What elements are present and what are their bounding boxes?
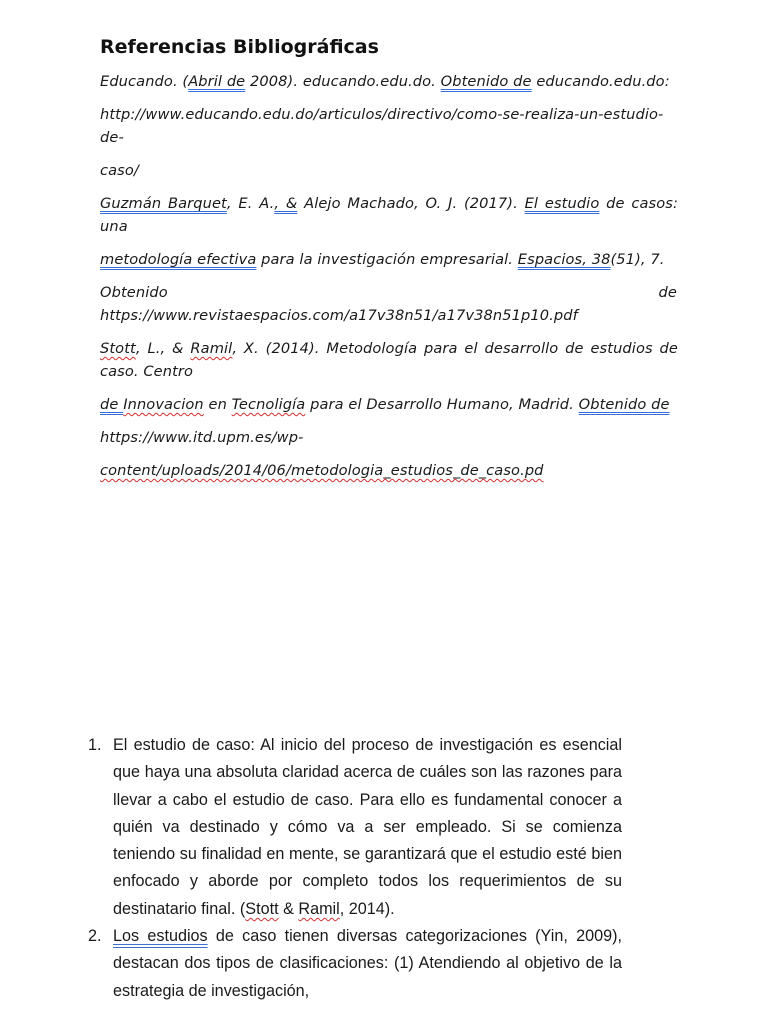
list-number: 2. xyxy=(88,927,102,946)
reference-stott xyxy=(100,337,678,383)
ref-underlined: Obtenido de xyxy=(440,73,532,90)
ref-text: Obtenido de xyxy=(100,284,677,301)
ref-author: Ramil xyxy=(190,340,233,357)
reference-guzman xyxy=(100,192,678,238)
reference-educando-tail: caso/ xyxy=(100,162,139,179)
reference-stott-2 xyxy=(100,393,678,416)
ref-underlined: , & xyxy=(274,195,298,212)
list-author: Ramil xyxy=(298,899,340,918)
ref-text: de xyxy=(100,396,124,413)
ref-underlined: Innovacion xyxy=(123,396,204,413)
ref-text: Educando. ( xyxy=(100,73,189,90)
ref-text: , E. A. xyxy=(226,195,275,212)
references-heading: Referencias Bibliográficas xyxy=(100,36,379,58)
list-text: de caso tienen diversas categorizaciones (Yin, 2009), destacan dos tipos de clasificaciones: (1) Atendiendo al objetivo de la estrategia de investigación, xyxy=(113,927,622,1000)
ref-text: en xyxy=(203,396,232,413)
ref-text: Alejo Machado, O. J. (2017). xyxy=(297,195,525,212)
ref-underlined: metodología efectiva xyxy=(100,251,257,268)
list-underlined: Los estudios xyxy=(113,927,208,946)
list-text: & xyxy=(278,899,299,918)
ref-text: (51), 7. xyxy=(610,251,665,268)
ref-text: para la investigación empresarial. xyxy=(256,251,518,268)
list-number: 1. xyxy=(88,736,102,754)
reference-educando xyxy=(100,70,678,93)
list-text: El estudio de caso: Al inicio del proceso de investigación es esencial que haya una absoluta claridad acerca de cuáles son las razones para llevar a cabo el estudio de caso. Para ello es fundamental conocer a quién va destinado y cómo va a ser empleado. Si se comienza teniendo su finalidad en mente, se garantizará que el estudio esté bien enfocado y aborde por completo todos los requerimientos de su destinatario final. ( xyxy=(113,736,622,918)
ref-url[interactable]: https://www.revistaespacios.com/a17v38n51/a17v38n51p10.pdf xyxy=(100,307,578,324)
ref-underlined: Abril de xyxy=(188,73,246,90)
list-text: , 2014). xyxy=(339,899,395,918)
ref-text: , X. (2014). Metodología para el desarrollo de estudios de caso. Centro xyxy=(100,340,678,380)
ref-underlined: Obtenido de xyxy=(578,396,670,413)
reference-stott-url-2[interactable]: content/uploads/2014/06/metodologia_estudios_de_caso.pd xyxy=(100,462,544,479)
reference-educando-url[interactable]: http://www.educando.edu.do/articulos/directivo/como-se-realiza-un-estudio-de- xyxy=(100,106,664,146)
ref-author: Guzmán Barquet xyxy=(100,195,227,212)
ref-author: Stott xyxy=(100,340,136,357)
list-item xyxy=(88,732,622,923)
ref-underlined: Tecnoligía xyxy=(231,396,306,413)
ref-text: , L., & xyxy=(135,340,191,357)
reference-guzman-2 xyxy=(100,248,678,271)
reference-guzman-url xyxy=(100,281,678,327)
ref-text: para el Desarrollo Humano, Madrid. xyxy=(305,396,579,413)
reference-stott-url[interactable]: https://www.itd.upm.es/wp- xyxy=(100,429,304,446)
list-item xyxy=(88,923,622,1005)
numbered-list xyxy=(88,732,622,1005)
ref-underlined: El estudio xyxy=(524,195,600,212)
references-section xyxy=(100,36,678,492)
list-author: Stott xyxy=(245,899,279,918)
ref-text: 2008). educando.edu.do. xyxy=(245,73,441,90)
ref-underlined: Espacios, 38 xyxy=(517,251,611,268)
ref-text: de casos: una xyxy=(100,195,678,235)
ref-text: educando.edu.do: xyxy=(531,73,670,90)
